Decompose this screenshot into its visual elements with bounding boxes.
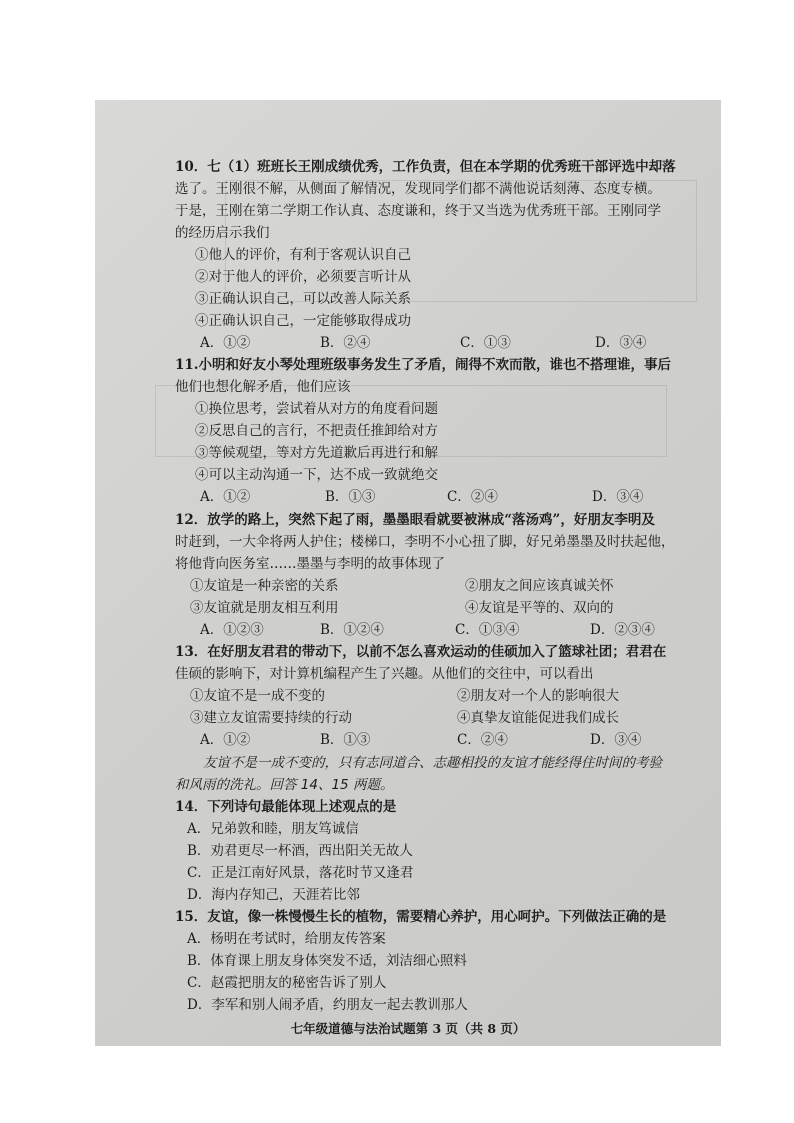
exam-content bbox=[95, 100, 721, 1046]
q10-choice-c: C．①③ bbox=[460, 335, 511, 351]
q10-choice-d: D．③④ bbox=[595, 335, 647, 351]
q11-choice-d: D．③④ bbox=[592, 489, 644, 505]
q13-stem-line-2: 佳硕的影响下，对计算机编程产生了兴趣。从他们的交往中，可以看出 bbox=[175, 666, 594, 682]
q11-choice-a: A．①② bbox=[200, 489, 251, 505]
q11-item-4: ④可以主动沟通一下，达不成一致就绝交 bbox=[195, 467, 438, 483]
q14-option-d: D．海内存知己，天涯若比邻 bbox=[187, 887, 360, 903]
q10-item-1: ①他人的评价，有利于客观认识自己 bbox=[195, 247, 411, 263]
q11-item-2: ②反思自己的言行，不把责任推卸给对方 bbox=[195, 423, 438, 439]
q15-option-d: D．李军和别人闹矛盾，约朋友一起去教训那人 bbox=[187, 997, 468, 1013]
q15-stem: 15．友谊，像一株慢慢生长的植物，需要精心养护，用心呵护。下列做法正确的是 bbox=[175, 909, 667, 925]
q12-item-3: ③友谊就是朋友相互利用 bbox=[190, 600, 339, 616]
q11-stem-line-1: 11.小明和好友小琴处理班级事务发生了矛盾，闹得不欢而散，谁也不搭理谁，事后 bbox=[175, 357, 671, 373]
q13-choice-c: C．②④ bbox=[457, 732, 508, 748]
q12-stem-line-2: 时赶到，一大伞将两人护住；楼梯口，李明不小心扭了脚，好兄弟墨墨及时扶起他， bbox=[175, 534, 675, 550]
q14-option-b: B．劝君更尽一杯酒，西出阳关无故人 bbox=[187, 843, 413, 859]
q10-stem-line-3: 于是，王刚在第二学期工作认真、态度谦和，终于又当选为优秀班干部。王刚同学 bbox=[175, 203, 661, 219]
q12-stem-line-1: 12．放学的路上，突然下起了雨，墨墨眼看就要被淋成“落汤鸡”，好朋友李明及 bbox=[175, 512, 655, 528]
q12-item-4: ④友谊是平等的、双向的 bbox=[465, 600, 614, 616]
q12-choice-c: C．①③④ bbox=[455, 622, 520, 638]
q14-option-c: C．正是江南好风景，落花时节又逢君 bbox=[187, 865, 414, 881]
q10-stem-line-4: 的经历启示我们 bbox=[175, 225, 270, 241]
q13-item-3: ③建立友谊需要持续的行动 bbox=[190, 710, 352, 726]
q12-choice-b: B．①②④ bbox=[320, 622, 384, 638]
q12-item-2: ②朋友之间应该真诚关怀 bbox=[465, 578, 614, 594]
q13-choice-b: B．①③ bbox=[320, 732, 371, 748]
page-footer: 七年级道德与法治试题第 3 页（共 8 页） bbox=[290, 1021, 526, 1036]
q13-choice-a: A．①② bbox=[200, 732, 251, 748]
passage-line-2: 和风雨的洗礼。回答 14、15 两题。 bbox=[175, 777, 394, 793]
q12-stem-line-3: 将他背向医务室……墨墨与李明的故事体现了 bbox=[175, 556, 445, 572]
q13-choice-d: D．③④ bbox=[590, 732, 642, 748]
q10-stem-line-1: 10．七（1）班班长王刚成绩优秀，工作负责，但在本学期的优秀班干部评选中却落 bbox=[175, 159, 676, 175]
q13-item-4: ④真挚友谊能促进我们成长 bbox=[457, 710, 619, 726]
q10-item-4: ④正确认识自己，一定能够取得成功 bbox=[195, 313, 411, 329]
q13-item-2: ②朋友对一个人的影响很大 bbox=[457, 688, 619, 704]
passage-line-1: 友谊不是一成不变的，只有志同道合、志趣相投的友谊才能经得住时间的考验 bbox=[203, 755, 662, 771]
q14-stem: 14．下列诗句最能体现上述观点的是 bbox=[175, 799, 397, 815]
exam-page bbox=[95, 100, 721, 1046]
q15-option-c: C．赵霞把朋友的秘密告诉了别人 bbox=[187, 975, 387, 991]
q10-item-3: ③正确认识自己，可以改善人际关系 bbox=[195, 291, 411, 307]
q11-stem-line-2: 他们也想化解矛盾，他们应该 bbox=[175, 379, 351, 395]
q11-item-1: ①换位思考，尝试着从对方的角度看问题 bbox=[195, 401, 438, 417]
q13-stem-line-1: 13．在好朋友君君的带动下，以前不怎么喜欢运动的佳硕加入了篮球社团；君君在 bbox=[175, 644, 667, 660]
q11-item-3: ③等候观望，等对方先道歉后再进行和解 bbox=[195, 445, 438, 461]
q10-choice-a: A．①② bbox=[200, 335, 251, 351]
q13-item-1: ①友谊不是一成不变的 bbox=[190, 688, 325, 704]
q10-item-2: ②对于他人的评价，必须要言听计从 bbox=[195, 269, 411, 285]
q10-stem-line-2: 选了。王刚很不解，从侧面了解情况，发现同学们都不满他说话刻薄、态度专横。 bbox=[175, 181, 661, 197]
q11-choice-c: C．②④ bbox=[447, 489, 498, 505]
q15-option-a: A．杨明在考试时，给朋友传答案 bbox=[187, 931, 386, 947]
q10-choice-b: B．②④ bbox=[320, 335, 371, 351]
q15-option-b: B．体育课上朋友身体突发不适，刘洁细心照料 bbox=[187, 953, 467, 969]
q12-choice-d: D．②③④ bbox=[590, 622, 655, 638]
q12-choice-a: A．①②③ bbox=[200, 622, 264, 638]
q12-item-1: ①友谊是一种亲密的关系 bbox=[190, 578, 339, 594]
q11-choice-b: B．①③ bbox=[325, 489, 376, 505]
q14-option-a: A．兄弟敦和睦，朋友笃诚信 bbox=[187, 821, 359, 837]
